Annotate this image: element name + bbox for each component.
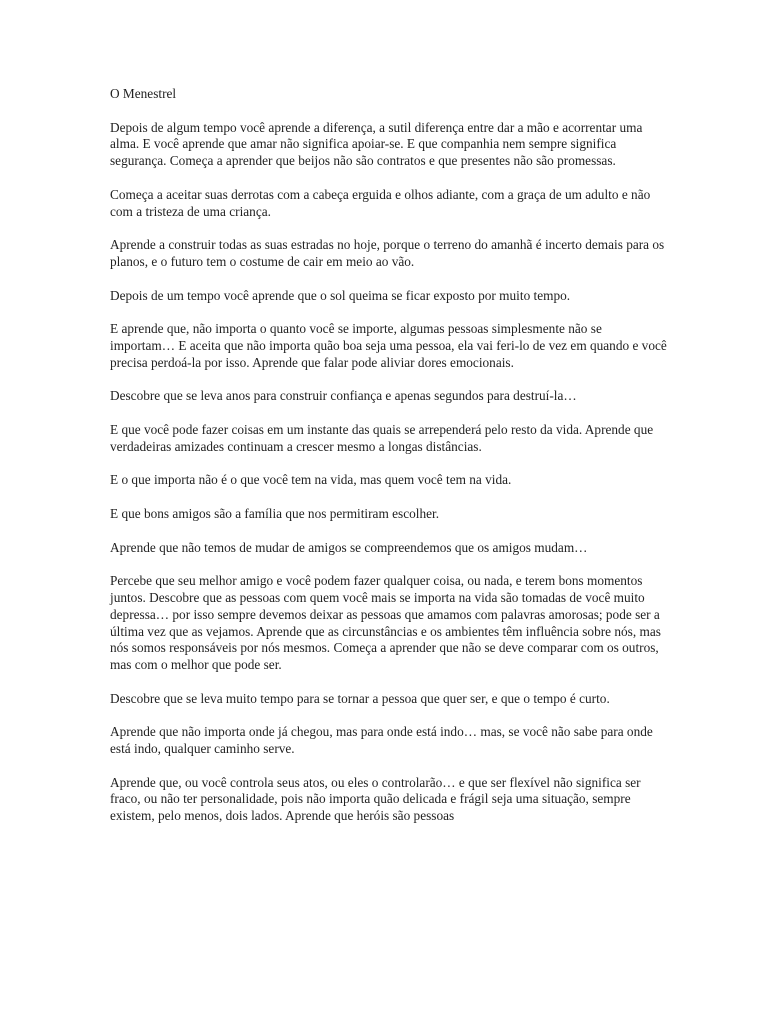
paragraph: Descobre que se leva muito tempo para se tornar a pessoa que quer ser, e que o tempo é curto. <box>110 690 610 706</box>
paragraph: Descobre que se leva anos para construir confiança e apenas segundos para destruí-la… <box>110 388 577 404</box>
paragraph: Percebe que seu melhor amigo e você podem fazer qualquer coisa, ou nada, e terem bons momentos juntos. Descobre que as pessoas com quem você mais se importa na vida são tomadas de você muito depressa… por isso sempre devemos deixar as pessoas que amamos com palavras amorosas; pode ser a última vez que as vejamos. Aprende que as circunstâncias e os ambientes têm influência sobre nós, mas nós somos responsáveis por nós mesmos. Começa a aprender que não se deve comparar com os outros, mas com o melhor que pode ser. <box>110 573 661 673</box>
document-page <box>110 86 670 842</box>
paragraph: Aprende a construir todas as suas estradas no hoje, porque o terreno do amanhã é incerto demais para os planos, e o futuro tem o costume de cair em meio ao vão. <box>110 237 665 269</box>
paragraph: E o que importa não é o que você tem na vida, mas quem você tem na vida. <box>110 472 512 488</box>
paragraph: Começa a aceitar suas derrotas com a cabeça erguida e olhos adiante, com a graça de um adulto e não com a tristeza de uma criança. <box>110 186 651 219</box>
paragraph: Aprende que não importa onde já chegou, mas para onde está indo… mas, se você não sabe para onde está indo, qualquer caminho serve. <box>110 724 653 757</box>
paragraph: Depois de um tempo você aprende que o sol queima se ficar exposto por muito tempo. <box>110 287 571 303</box>
document-title: O Menestrel <box>110 86 177 101</box>
paragraph: E aprende que, não importa o quanto você se importe, algumas pessoas simplesmente não se importam… E aceita que não importa quão boa seja uma pessoa, ela vai feri-lo de vez em quando e você precisa perdoá-la por isso. Aprende que falar pode aliviar dores emocionais. <box>110 321 667 370</box>
paragraph: E que bons amigos são a família que nos permitiram escolher. <box>110 505 440 521</box>
paragraph: Aprende que, ou você controla seus atos, ou eles o controlarão… e que ser flexível não significa ser fraco, ou não ter personalidade, pois não importa quão delicada e frágil seja uma situação, sempre existem, pelo menos, dois lados. Aprende que heróis são pessoas <box>110 774 641 824</box>
paragraph: Depois de algum tempo você aprende a diferença, a sutil diferença entre dar a mão e acorrentar uma alma. E você aprende que amar não significa apoiar-se. E que companhia nem sempre significa segurança. Começa a aprender que beijos não são contratos e que presentes não são promessas. <box>110 119 643 169</box>
paragraph: Aprende que não temos de mudar de amigos se compreendemos que os amigos mudam… <box>110 539 588 555</box>
paragraph: E que você pode fazer coisas em um instante das quais se arrependerá pelo resto da vida. Aprende que verdadeiras amizades continuam a crescer mesmo a longas distâncias. <box>110 421 654 454</box>
